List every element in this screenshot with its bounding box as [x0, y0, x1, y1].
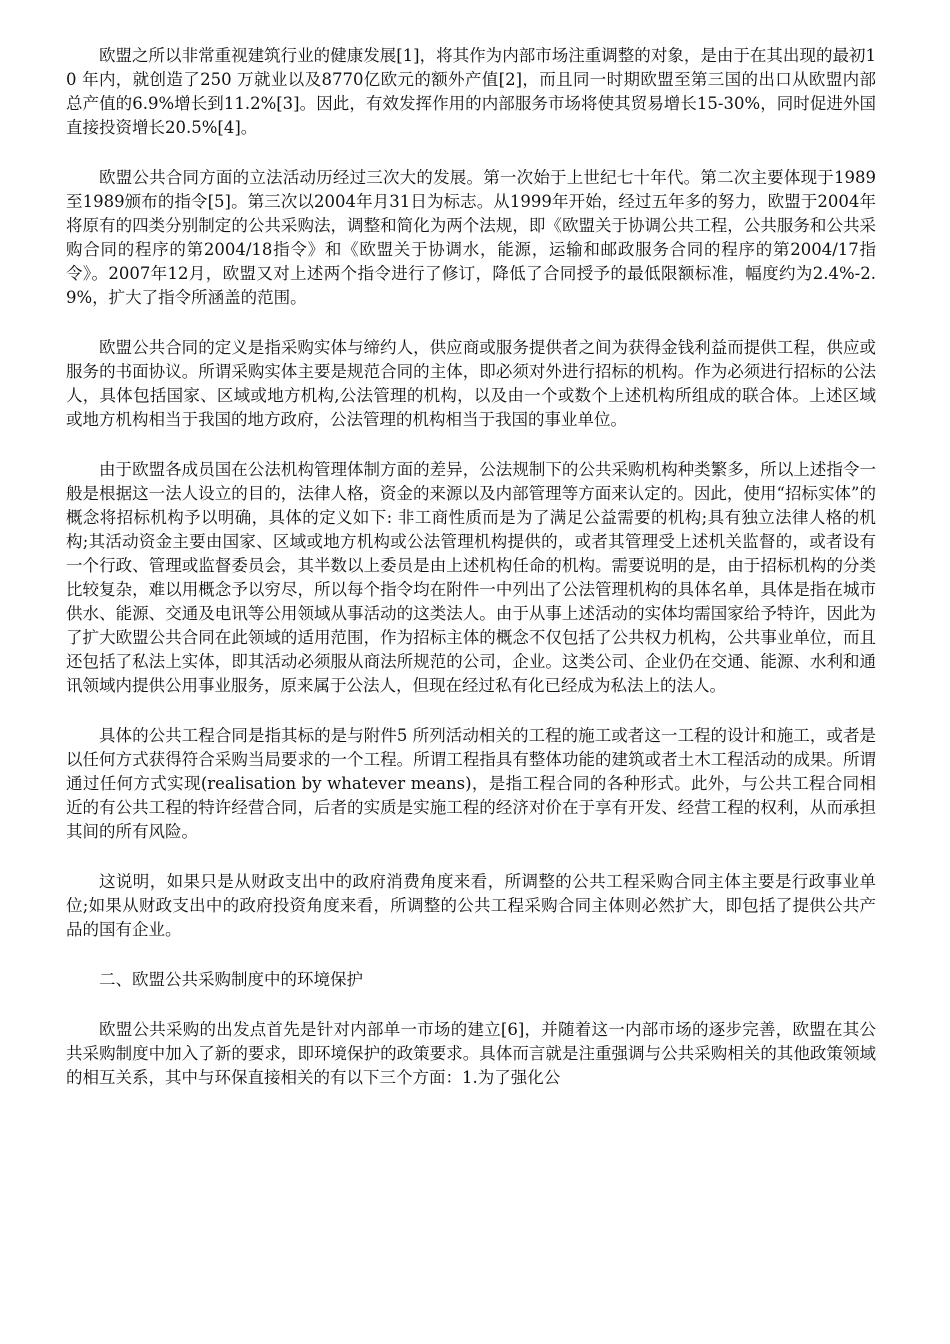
paragraph-environmental-protection: 欧盟公共采购的出发点首先是针对内部单一市场的建立[6]，并随着这一内部市场的逐步完善，欧盟在其公共采购制度中加入了新的要求，即环境保护的政策要求。具体而言就是注重强调与公共采购相关的其他政策领域的相互关系，其中与环保直接相关的有以下三个方面：1.为了强化公 — [66, 1020, 876, 1087]
paragraph-public-works-contract: 具体的公共工程合同是指其标的是与附件5 所列活动相关的工程的施工或者这一工程的设计和施工，或者是以任何方式获得符合采购当局要求的一个工程。所谓工程指具有整体功能的建筑或者土木工程活动的成果。所谓通过任何方式实现(realisation by whatever means)，是指工程合同的各种形式。此外，与公共工程合同相近的有公共工程的特许经营合同，后者的实质是实施工程的经济对价在于享有开发、经营工程的权利，从而承担其间的所有风险。 — [66, 726, 876, 841]
paragraph-construction-industry: 欧盟之所以非常重视建筑行业的健康发展[1]，将其作为内部市场注重调整的对象，是由于在其出现的最初10 年内，就创造了250 万就业以及8770亿欧元的额外产值[2]，而且同一时期欧盟至第三国的出口从欧盟内部总产值的6.9%增长到11.2%[3]。因此，有效发挥作用的内部服务市场将使其贸易增长15-30%，同时促进外国直接投资增长20.5%[4]。 — [66, 46, 876, 137]
paragraph-contract-definition: 欧盟公共合同的定义是指采购实体与缔约人，供应商或服务提供者之间为获得金钱利益而提供工程，供应或服务的书面协议。所谓采购实体主要是规范合同的主体，即必须对外进行招标的机构。作为必须进行招标的公法人，具体包括国家、区域或地方机构,公法管理的机构，以及由一个或数个上述机构所组成的联合体。上述区域或地方机构相当于我国的地方政府，公法管理的机构相当于我国的事业单位。 — [66, 338, 876, 429]
paragraph-tendering-entity: 由于欧盟各成员国在公法机构管理体制方面的差异，公法规制下的公共采购机构种类繁多，所以上述指令一般是根据这一法人设立的目的，法律人格，资金的来源以及内部管理等方面来认定的。因此，使用“招标实体”的概念将招标机构予以明确，具体的定义如下: 非工商性质而是为了满足公益需要的机构;具有独立法律人格的机构;其活动资金主要由国家、区域或地方机构或公法管理机构提供的，或者其管理受上述机关监督的，或者设有一个行政、管理或监督委员会，其半数以上委员是由上述机构任命的机构。需要说明的是，由于招标机构的分类比较复杂，难以用概念予以穷尽，所以每个指令均在附件一中列出了公法管理机构的具体名单，具体是指在城市供水、能源、交通及电讯等公用领域从事活动的这类法人。由于从事上述活动的实体均需国家给予特许，因此为了扩大欧盟公共合同在此领域的适用范围，作为招标主体的概念不仅包括了公共权力机构，公共事业单位，而且还包括了私法上实体，即其活动必须服从商法所规范的公司，企业。这类公司、企业仍在交通、能源、水利和通讯领域内提供公用事业服务，原来属于公法人，但现在经过私有化已经成为私法上的法人。 — [66, 460, 876, 695]
section-heading: 二、欧盟公共采购制度中的环境保护 — [99, 970, 363, 989]
document-page — [66, 44, 876, 1090]
paragraph-legislative-history: 欧盟公共合同方面的立法活动历经过三次大的发展。第一次始于上世纪七十年代。第二次主要体现于1989至1989颁布的指令[5]。第三次以2004年月31日为标志。从1999年开始，经过五年多的努力，欧盟于2004年将原有的四类分别制定的公共采购法，调整和简化为两个法规，即《欧盟关于协调公共工程，公共服务和公共采购合同的程序的第2004/18指令》和《欧盟关于协调水，能源，运输和邮政服务合同的程序的第2004/17指令》。2007年12月，欧盟又对上述两个指令进行了修订，降低了合同授予的最低限额标准，幅度约为2.4%-2.9%，扩大了指令所涵盖的范围。 — [66, 168, 876, 307]
paragraph-explanation: 这说明，如果只是从财政支出中的政府消费角度来看，所调整的公共工程采购合同主体主要是行政事业单位;如果从财政支出中的政府投资角度来看，所调整的公共工程采购合同主体则必然扩大，即包括了提供公共产品的国有企业。 — [66, 872, 876, 939]
